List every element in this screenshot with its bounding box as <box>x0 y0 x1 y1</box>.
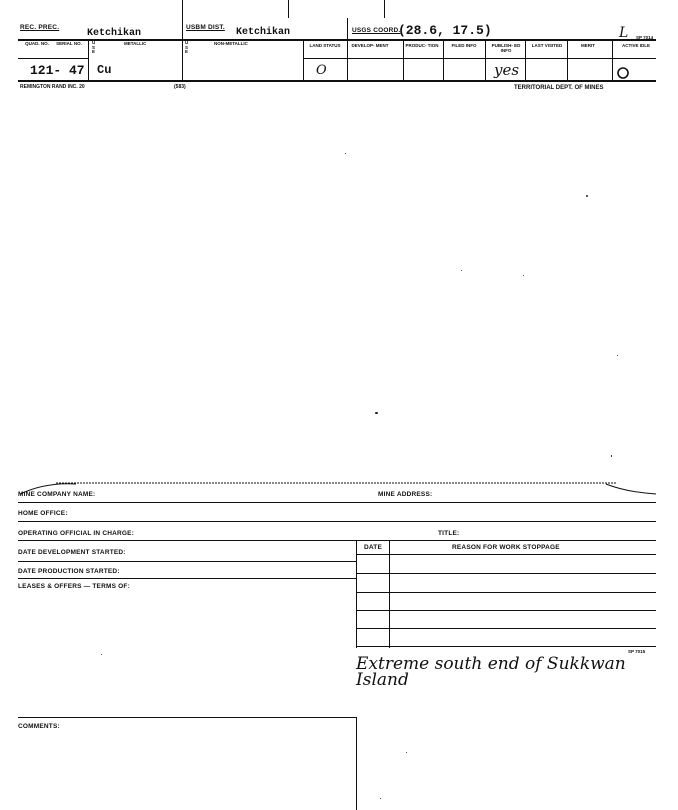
grid-line <box>403 40 404 80</box>
serial-no-label: SERIAL NO. <box>56 41 82 46</box>
grid-line <box>347 18 348 80</box>
use-label: U S E <box>92 40 96 54</box>
published-value: yes <box>494 61 520 79</box>
scan-speck <box>617 355 618 356</box>
scan-speck <box>461 270 462 271</box>
form-rule <box>18 540 656 541</box>
production-label: PRODUC- TION <box>405 43 439 48</box>
scan-speck <box>101 654 102 655</box>
scan-speck <box>380 798 381 799</box>
card-edge-curves <box>16 478 660 498</box>
table-rule <box>356 646 656 647</box>
use-label-2: U S E <box>185 40 189 54</box>
header-bottom-rule <box>303 58 656 59</box>
mine-company-label: MINE COMPANY NAME: <box>18 491 96 498</box>
title-label: TITLE: <box>438 530 460 537</box>
form-rule <box>18 717 356 718</box>
grid-line <box>612 40 613 80</box>
scan-speck <box>345 153 346 154</box>
usbm-dist-label: USBM DIST. <box>186 24 225 31</box>
table-rule <box>356 554 656 555</box>
home-office-label: HOME OFFICE: <box>18 510 68 517</box>
card-divider <box>182 0 183 18</box>
form-number-bottom: SP 7015 <box>628 649 646 654</box>
metallic-label: METALLIC <box>124 41 147 46</box>
scan-speck <box>523 275 524 276</box>
prod-started-label: DATE PRODUCTION STARTED: <box>18 568 120 575</box>
nonmetallic-label: NON-METALLIC <box>214 41 248 46</box>
printer-code: (583) <box>174 84 186 90</box>
printer-note: REMINGTON RAND INC. 20 <box>20 84 85 90</box>
quad-serial-value: 121- 47 <box>30 63 85 78</box>
usgs-coord-label: USGS COORD. <box>352 27 401 34</box>
usbm-dist-value: Ketchikan <box>236 27 291 38</box>
card-divider <box>384 0 385 18</box>
location-note-line2: Island <box>356 670 409 690</box>
quad-no-label: QUAD. NO. <box>25 41 49 46</box>
form-rule <box>18 578 356 579</box>
grid-line <box>303 40 304 80</box>
active-idle-label: ACTIVE IDLE <box>621 43 650 48</box>
table-rule <box>356 573 656 574</box>
scan-speck <box>586 195 588 197</box>
grid-line <box>525 40 526 80</box>
metallic-value: Cu <box>97 63 112 77</box>
rec-prec-value: Ketchikan <box>87 28 142 39</box>
department-label: TERRITORIAL DEPT. OF MINES <box>514 85 604 91</box>
land-status-label: LAND STATUS <box>309 43 341 48</box>
grid-line <box>485 40 486 80</box>
active-circle-icon <box>616 66 630 80</box>
merit-label: MERIT <box>581 43 595 48</box>
published-info-label: PUBLISH- ED INFO <box>491 43 521 53</box>
development-label: DEVELOP- MENT <box>351 43 389 48</box>
table-rule <box>356 610 656 611</box>
rec-prec-label: REC. PREC. <box>20 24 60 31</box>
form-rule <box>18 521 656 522</box>
mine-address-label: MINE ADDRESS: <box>378 491 433 498</box>
grid-line <box>182 18 183 80</box>
scan-speck <box>611 455 612 457</box>
scan-speck <box>375 412 378 414</box>
scan-speck <box>406 752 407 753</box>
table-rule <box>356 628 656 629</box>
grid-line <box>443 40 444 80</box>
card-bottom-rule <box>18 80 656 82</box>
grid-line <box>567 40 568 80</box>
last-visited-label: LAST VISITED <box>531 43 563 48</box>
form-rule <box>18 502 656 503</box>
leases-label: LEASES & OFFERS — TERMS OF: <box>18 583 130 590</box>
comments-divider <box>356 717 357 810</box>
usgs-coord-value: (28.6, 17.5) <box>398 23 492 38</box>
table-divider <box>356 540 357 648</box>
filed-info-label: FILED INFO <box>451 43 477 48</box>
location-note-line1: Extreme south end of Sukkwan <box>356 654 626 674</box>
operating-official-label: OPERATING OFFICIAL IN CHARGE: <box>18 530 135 537</box>
reason-column-header: REASON FOR WORK STOPPAGE <box>452 544 560 551</box>
dev-started-label: DATE DEVELOPMENT STARTED: <box>18 549 126 556</box>
card-divider <box>288 0 289 18</box>
table-divider <box>389 540 390 648</box>
comments-label: COMMENTS: <box>18 723 60 730</box>
header-rule <box>18 39 656 41</box>
date-column-header: DATE <box>364 544 383 551</box>
grid-line <box>88 40 89 80</box>
header-bottom-rule <box>18 58 88 59</box>
land-status-value: O <box>316 63 327 78</box>
corner-mark: L <box>619 25 629 41</box>
form-rule <box>18 561 356 562</box>
table-rule <box>356 592 656 593</box>
form-number-top: SP 7014 <box>636 35 654 40</box>
